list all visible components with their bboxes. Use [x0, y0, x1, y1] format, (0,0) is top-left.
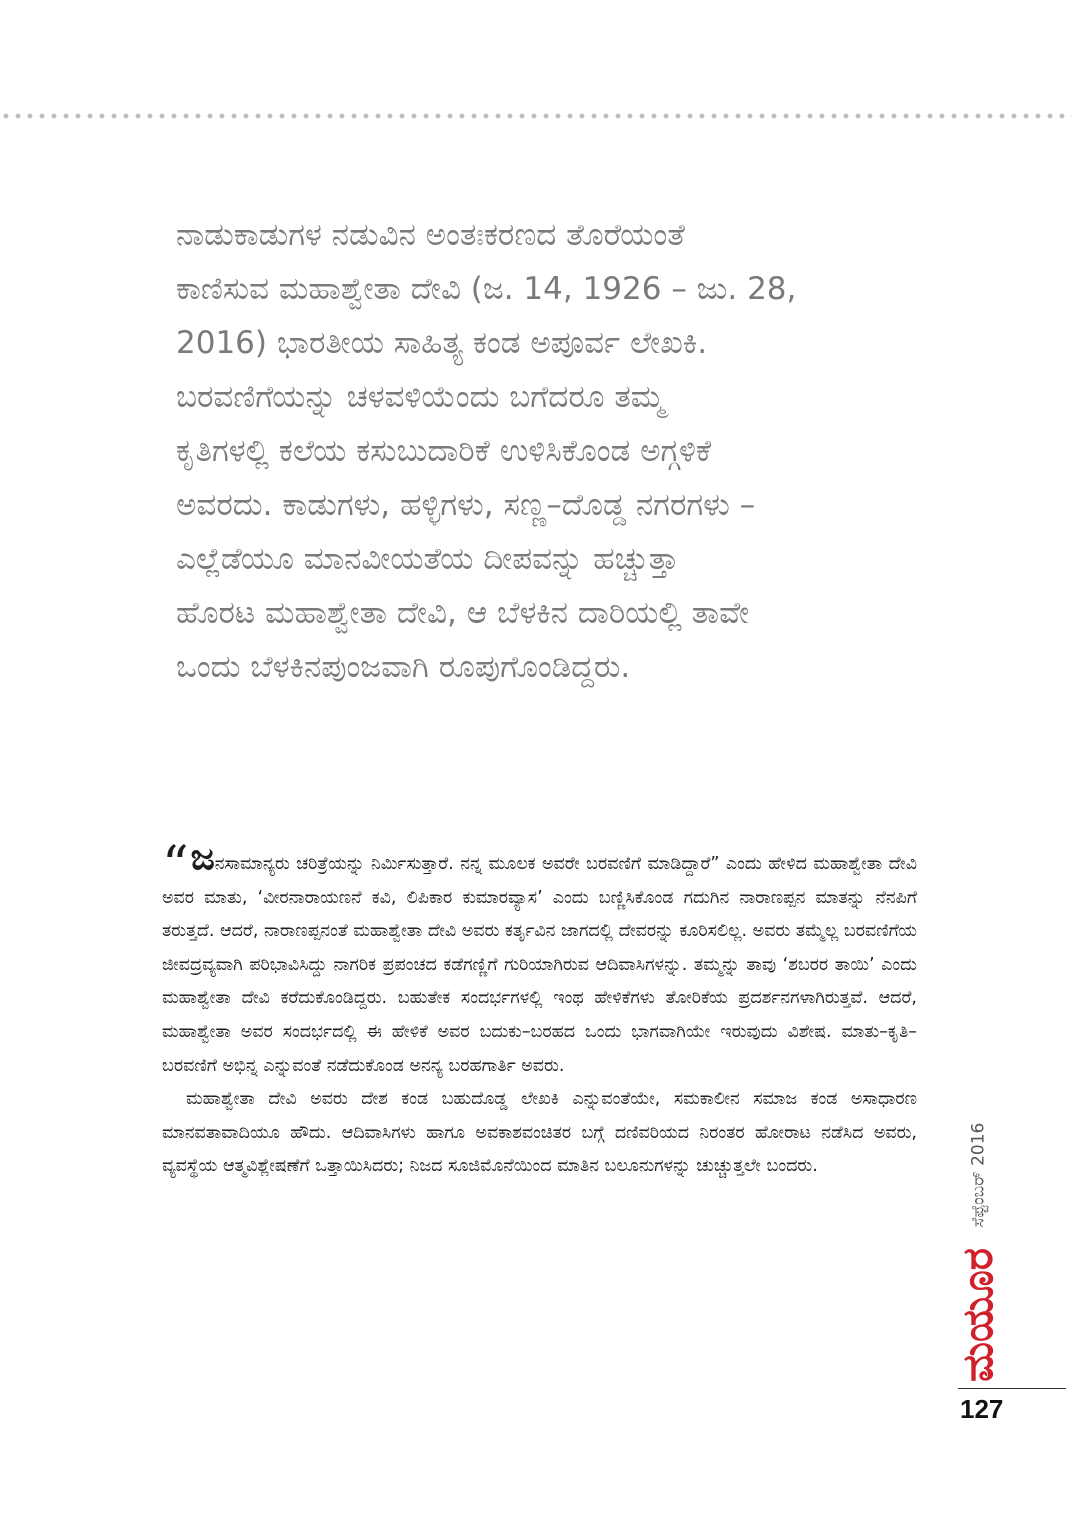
pull-quote: ನಾಡುಕಾಡುಗಳ ನಡುವಿನ ಅಂತಃಕರಣದ ತೊರೆಯಂತೆ ಕಾಣಿಸುವ ಮಹಾಶ್ವೇತಾ ದೇವಿ (ಜ. 14, 1926 – ಜು. 28, 2016) ಭಾರತೀಯ ಸಾಹಿತ್ಯ ಕಂಡ ಅಪೂರ್ವ ಲೇಖಕಿ. ಬರವಣಿಗೆಯನ್ನು ಚಳವಳಿಯೆಂದು ಬಗೆದರೂ ತಮ್ಮ ಕೃತಿಗಳಲ್ಲಿ ಕಲೆಯ ಕಸುಬುದಾರಿಕೆ ಉಳಿಸಿಕೊಂಡ ಅಗ್ಗಳಿಕೆ ಅವರದು. ಕಾಡುಗಳು, ಹಳ್ಳಿಗಳು, ಸಣ್ಣ–ದೊಡ್ಡ ನಗರಗಳು – ಎಲ್ಲೆಡೆಯೂ ಮಾನವೀಯತೆಯ ದೀಪವನ್ನು ಹಚ್ಚುತ್ತಾ ಹೊರಟ ಮಹಾಶ್ವೇತಾ ದೇವಿ, ಆ ಬೆಳಕಿನ ದಾರಿಯಲ್ಲಿ ತಾವೇ ಒಂದು ಬೆಳಕಿನಪುಂಜವಾಗಿ ರೂಪುಗೊಂಡಿದ್ದರು. — [176, 217, 797, 685]
page-number: 127 — [960, 1394, 1004, 1424]
dotted-divider — [0, 112, 1072, 120]
page-number-rule — [958, 1388, 1066, 1389]
issue-date: ಸೆಪ್ಟೆಂಬರ್ 2016 — [968, 1122, 988, 1228]
magazine-logo-vertical — [926, 1250, 1030, 1380]
opening-quote-mark: “ — [162, 836, 189, 896]
drop-cap: ಜ — [190, 837, 215, 878]
article-body — [162, 836, 917, 1184]
paragraph-1 — [162, 836, 917, 1083]
paragraph-1-text: ನಸಾಮಾನ್ಯರು ಚರಿತ್ರೆಯನ್ನು ನಿರ್ಮಿಸುತ್ತಾರೆ. ನನ್ನ ಮೂಲಕ ಅವರೇ ಬರವಣಿಗೆ ಮಾಡಿದ್ದಾರೆ” ಎಂದು ಹೇಳಿದ ಮಹಾಶ್ವೇತಾ ದೇವಿ ಅವರ ಮಾತು, ‘ವೀರನಾರಾಯಣನೆ ಕವಿ, ಲಿಪಿಕಾರ ಕುಮಾರವ್ಯಾಸ’ ಎಂದು ಬಣ್ಣಿಸಿಕೊಂಡ ಗದುಗಿನ ನಾರಾಣಪ್ಪನ ಮಾತನ್ನು ನೆನಪಿಗೆ ತರುತ್ತದೆ. ಆದರೆ, ನಾರಾಣಪ್ಪನಂತೆ ಮಹಾಶ್ವೇತಾ ದೇವಿ ಅವರು ಕರ್ತೃವಿನ ಜಾಗದಲ್ಲಿ ದೇವರನ್ನು ಕೂರಿಸಲಿಲ್ಲ. ಅವರು ತಮ್ಮೆಲ್ಲ ಬರವಣಿಗೆಯ ಜೀವದ್ರವ್ಯವಾಗಿ ಪರಿಭಾವಿಸಿದ್ದು ನಾಗರಿಕ ಪ್ರಪಂಚದ ಕಡೆಗಣ್ಣಿಗೆ ಗುರಿಯಾಗಿರುವ ಆದಿವಾಸಿಗಳನ್ನು. ತಮ್ಮನ್ನು ತಾವು ‘ಶಬರರ ತಾಯಿ’ ಎಂದು ಮಹಾಶ್ವೇತಾ ದೇವಿ ಕರೆದುಕೊಂಡಿದ್ದರು. ಬಹುತೇಕ ಸಂದರ್ಭಗಳಲ್ಲಿ ಇಂಥ ಹೇಳಿಕೆಗಳು ತೋರಿಕೆಯ ಪ್ರದರ್ಶನಗಳಾಗಿರುತ್ತವೆ. ಆದರೆ, ಮಹಾಶ್ವೇತಾ ಅವರ ಸಂದರ್ಭದಲ್ಲಿ ಈ ಹೇಳಿಕೆ ಅವರ ಬದುಕು–ಬರಹದ ಒಂದು ಭಾಗವಾಗಿಯೇ ಇರುವುದು ವಿಶೇಷ. ಮಾತು–ಕೃತಿ–ಬರವಣಿಗೆ ಅಭಿನ್ನ ಎನ್ನುವಂತೆ ನಡೆದುಕೊಂಡ ಅನನ್ಯ ಬರಹಗಾರ್ತಿ ಅವರು. — [162, 854, 917, 1076]
issue-date-vertical — [946, 1100, 1010, 1250]
magazine-logo: ಮಯೂರ — [953, 1248, 1003, 1382]
paragraph-2: ಮಹಾಶ್ವೇತಾ ದೇವಿ ಅವರು ದೇಶ ಕಂಡ ಬಹುದೊಡ್ಡ ಲೇಖಕಿ ಎನ್ನುವಂತೆಯೇ, ಸಮಕಾಲೀನ ಸಮಾಜ ಕಂಡ ಅಸಾಧಾರಣ ಮಾನವತಾವಾದಿಯೂ ಹೌದು. ಆದಿವಾಸಿಗಳು ಹಾಗೂ ಅವಕಾಶವಂಚಿತರ ಬಗ್ಗೆ ದಣಿವರಿಯದ ನಿರಂತರ ಹೋರಾಟ ನಡೆಸಿದ ಅವರು, ವ್ಯವಸ್ಥೆಯ ಆತ್ಮವಿಶ್ಲೇಷಣೆಗೆ ಒತ್ತಾಯಿಸಿದರು; ನಿಜದ ಸೂಜಿಮೊನೆಯಿಂದ ಮಾತಿನ ಬಲೂನುಗಳನ್ನು ಚುಚ್ಚುತ್ತಲೇ ಬಂದರು. — [162, 1089, 917, 1177]
